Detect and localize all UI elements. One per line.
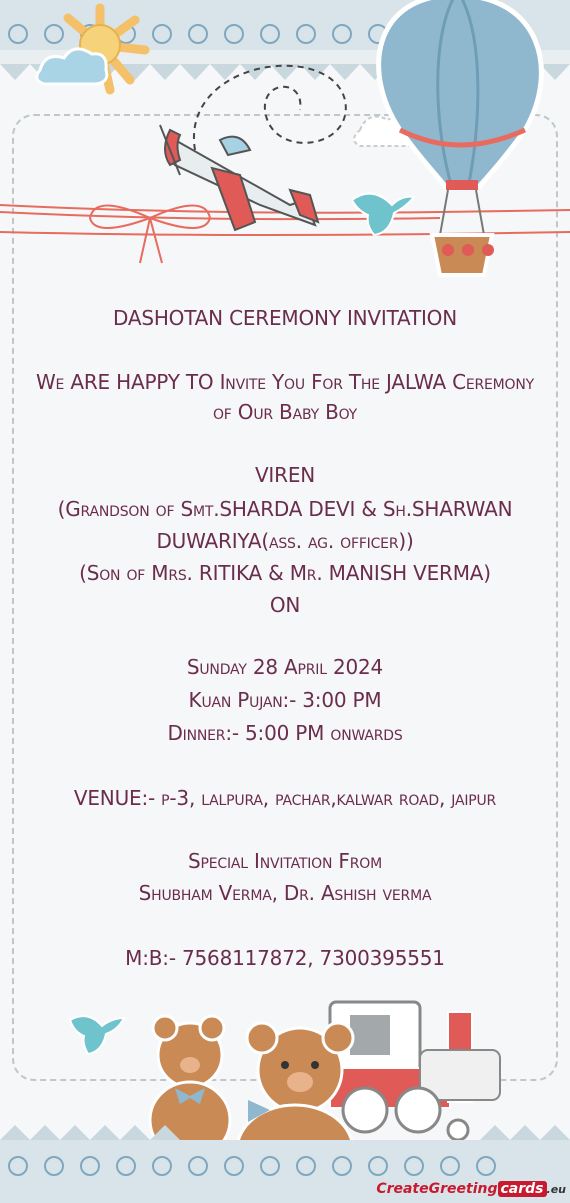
bottom-decoration [0, 980, 570, 1203]
kuan-pujan-time: Kuan Pujan:- 3:00 PM [188, 688, 382, 712]
special-invitation-names: Shubham Verma, Dr. Ashish verma [138, 881, 432, 905]
dinner-time: Dinner:- 5:00 PM onwards [167, 721, 403, 745]
brand-name-part3: .eu [546, 1183, 566, 1196]
son-line: (Son of Mrs. RITIKA & Mr. MANISH VERMA) [79, 561, 491, 585]
baby-name: VIREN [254, 463, 316, 487]
intro-line-1: We ARE HAPPY TO Invite You For The JALWA Ceremony [35, 370, 535, 394]
intro-line-2: of Our Baby Boy [212, 400, 358, 424]
mobile-numbers: M:B:- 7568117872, 7300395551 [125, 946, 445, 970]
brand-name-part2: cards [498, 1181, 547, 1197]
special-invitation-label: Special Invitation From [188, 849, 382, 873]
event-date: Sunday 28 April 2024 [186, 655, 384, 679]
invitation-title: DASHOTAN CEREMONY INVITATION [113, 306, 457, 330]
brand-logo[interactable] [376, 1181, 566, 1197]
on-label: ON [269, 593, 301, 617]
grandson-line-1: (Grandson of Smt.SHARDA DEVI & Sh.SHARWAN [57, 497, 513, 521]
venue: VENUE:- p-3, lalpura, pachar,kalwar road, jaipur [73, 786, 497, 810]
train-icon [330, 1002, 500, 1140]
bird-icon-bottom [70, 1016, 124, 1054]
brand-name-part1: CreateGreeting [376, 1181, 498, 1197]
grandson-line-2: DUWARIYA(ass. ag. officer)) [156, 529, 414, 553]
